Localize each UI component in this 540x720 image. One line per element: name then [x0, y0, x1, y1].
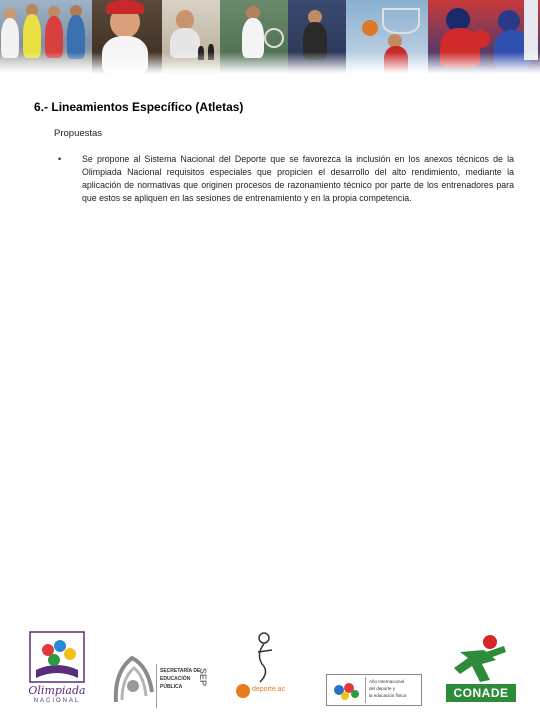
boxing-photo [428, 0, 540, 74]
olimpiada-logo-subtext: NACIONAL [33, 698, 81, 704]
aid-line1: Año Internacional [369, 679, 405, 684]
list-item [58, 153, 518, 205]
gym-photo [288, 0, 346, 74]
girl-athlete-photo [92, 0, 162, 74]
sep-acronym: SEP [198, 668, 208, 687]
badminton-photo [220, 0, 288, 74]
runners-photo [0, 0, 92, 74]
sep-divider [156, 664, 157, 708]
header-photo-banner [0, 0, 540, 74]
deporte-logo-text: deporte.ac [252, 686, 286, 693]
aid-line3: la educación física [369, 693, 407, 698]
section-title-text: Lineamientos Específico (Atletas) [51, 100, 244, 114]
orange-ball-icon [236, 684, 250, 698]
sep-line1: SECRETARÍA DE [160, 668, 201, 674]
sep-line3: PÚBLICA [160, 684, 183, 690]
section-number: 6.- [34, 100, 49, 114]
olimpiada-logo-text: Olimpiada [28, 684, 86, 697]
sep-line2: EDUCACIÓN [160, 676, 191, 682]
ano-internacional-logo [326, 674, 422, 706]
bullet-marker: • [58, 154, 62, 164]
subheading-propuestas: Propuestas [54, 128, 103, 139]
conade-runner-icon [446, 634, 516, 686]
conade-label: CONADE [446, 684, 516, 702]
chess-photo [162, 0, 220, 74]
aid-line2: del deporte y [369, 686, 396, 691]
athlete-figure-icon [242, 630, 282, 686]
bullet-text: Se propone al Sistema Nacional del Deporte que se favorezca la inclusión en los anexos técnicos de la Olimpiada Nacional requisitos especiales que propicien el desarrollo del alto rendimiento, mediante la aplicación de normativas que originen procesos de razonamiento técnico por parte de los entrenadores para que estos se apliquen en las sesiones de entrenamiento y en la propia competencia. [82, 154, 514, 203]
conade-logo [446, 634, 516, 704]
sep-logo [112, 648, 216, 710]
section-heading [34, 100, 243, 114]
eagle-emblem-icon [112, 652, 154, 706]
basketball-photo [346, 0, 428, 74]
year-of-sport-emblem-icon [329, 677, 363, 703]
olimpiada-nacional-logo [26, 630, 88, 708]
deporte-ac-logo [234, 630, 294, 704]
aid-divider [365, 677, 366, 703]
